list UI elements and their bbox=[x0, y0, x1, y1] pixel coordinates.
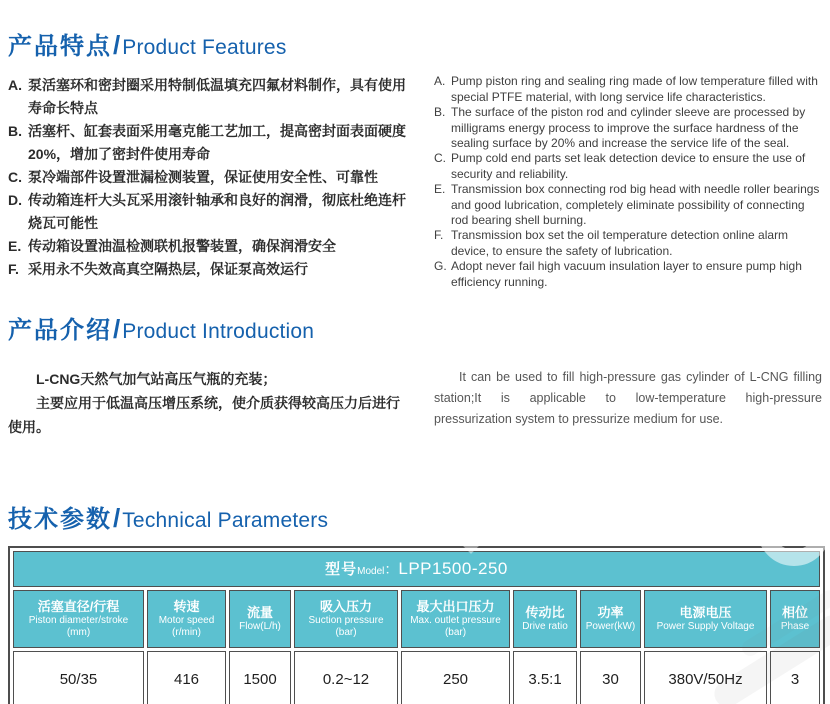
introduction-columns bbox=[8, 367, 822, 463]
col-header-en: Motor speed bbox=[158, 614, 215, 626]
feature-text: Pump cold end parts set leak detection device to ensure the use of security and reliability. bbox=[451, 151, 806, 181]
feature-label: D. bbox=[8, 192, 22, 209]
value-power-supply-voltage: 380V/50Hz bbox=[644, 651, 767, 704]
col-header-zh: 转速 bbox=[173, 598, 200, 614]
model-label-en: Model bbox=[357, 566, 385, 578]
col-header-en: Phase bbox=[780, 620, 810, 632]
feature-item-zh-e bbox=[8, 235, 412, 258]
col-header-en: Power(kW) bbox=[585, 620, 636, 632]
col-header-drive-ratio bbox=[513, 590, 577, 648]
features-list-chinese bbox=[8, 74, 412, 290]
features-title-zh: 产品特点 bbox=[8, 33, 112, 60]
feature-item-zh-d bbox=[8, 189, 412, 235]
feature-item-zh-f bbox=[8, 258, 412, 281]
introduction-text-chinese bbox=[8, 367, 412, 463]
feature-label: C. bbox=[434, 151, 446, 166]
table-header-row bbox=[13, 590, 820, 648]
col-header-zh: 电源电压 bbox=[679, 604, 732, 620]
col-header-motor-speed bbox=[147, 590, 226, 648]
value-piston-diameter: 50/35 bbox=[13, 651, 144, 704]
feature-label: F. bbox=[434, 228, 444, 243]
title-slash: / bbox=[113, 503, 121, 534]
col-header-suction-pressure bbox=[294, 590, 398, 648]
value-drive-ratio: 3.5:1 bbox=[513, 651, 577, 704]
introduction-section-title bbox=[8, 315, 822, 344]
col-header-phase bbox=[770, 590, 820, 648]
col-header-piston-diameter bbox=[13, 590, 144, 648]
introduction-title-zh: 产品介绍 bbox=[8, 317, 112, 345]
feature-label: A. bbox=[434, 74, 446, 89]
col-header-zh: 最大出口压力 bbox=[416, 598, 495, 614]
parameters-title-zh: 技术参数 bbox=[8, 506, 112, 534]
feature-item-en-g bbox=[434, 259, 822, 290]
feature-text: 泵活塞环和密封圈采用特制低温填充四氟材料制作，具有使用寿命长特点 bbox=[28, 77, 406, 117]
col-header-max-outlet-pressure bbox=[401, 590, 510, 648]
parameters-table bbox=[8, 546, 825, 704]
feature-text: Transmission box set the oil temperature detection online alarm device, to ensure the safety of lubrication. bbox=[451, 228, 789, 258]
col-header-zh: 流量 bbox=[246, 604, 273, 620]
col-header-en: Suction pressure bbox=[308, 614, 384, 626]
col-header-zh: 吸入压力 bbox=[319, 598, 372, 614]
col-header-en: Drive ratio bbox=[522, 620, 568, 632]
intro-en-paragraph: It can be used to fill high-pressure gas cylinder of L-CNG filling station;It is applicable to low-temperature high-pressure pressurization system to pressurize medium for use. bbox=[434, 370, 822, 427]
model-value: LPP1500-250 bbox=[398, 559, 508, 579]
introduction-text-english bbox=[434, 367, 822, 463]
introduction-title-en: Product Introduction bbox=[122, 320, 315, 344]
col-header-en: Max. outlet pressure bbox=[410, 614, 501, 626]
feature-text: Pump piston ring and sealing ring made of low temperature filled with special PTFE material, with long service life characteristics. bbox=[451, 74, 818, 104]
feature-item-en-c bbox=[434, 151, 822, 182]
feature-label: F. bbox=[8, 261, 19, 278]
col-header-zh: 功率 bbox=[597, 604, 624, 620]
feature-text: 传动箱连杆大头瓦采用滚针轴承和良好的润滑，彻底杜绝连杆烧瓦可能性 bbox=[28, 192, 406, 232]
table-data-row bbox=[13, 651, 820, 704]
value-flow: 1500 bbox=[229, 651, 291, 704]
intro-zh-line-2: 主要应用于低温高压增压系统，使介质获得较高压力后进行使用。 bbox=[8, 395, 400, 436]
parameters-title-en: Technical Parameters bbox=[122, 509, 329, 533]
col-header-zh: 传动比 bbox=[525, 604, 565, 620]
col-header-en: Flow(L/h) bbox=[239, 620, 281, 632]
value-max-outlet-pressure: 250 bbox=[401, 651, 510, 704]
feature-text: 采用永不失效高真空隔热层，保证泵高效运行 bbox=[28, 261, 308, 278]
features-title-en: Product Features bbox=[122, 36, 287, 59]
col-header-zh: 活塞直径/行程 bbox=[37, 598, 120, 614]
feature-item-en-f bbox=[434, 228, 822, 259]
feature-text: 泵冷端部件设置泄漏检测装置，保证使用安全性、可靠性 bbox=[28, 169, 378, 186]
col-header-unit: (bar) bbox=[335, 626, 357, 638]
features-columns bbox=[8, 74, 822, 290]
feature-label: E. bbox=[434, 182, 446, 197]
features-section-title bbox=[8, 0, 822, 60]
feature-text: Adopt never fail high vacuum insulation layer to ensure pump high efficiency running. bbox=[451, 259, 802, 289]
feature-text: 传动箱设置油温检测联机报警装置，确保润滑安全 bbox=[28, 238, 336, 255]
value-suction-pressure: 0.2~12 bbox=[294, 651, 398, 704]
feature-text: 活塞杆、缸套表面采用毫克能工艺加工，提高密封面表面硬度20%，增加了密封件使用寿命 bbox=[28, 123, 406, 163]
feature-label: E. bbox=[8, 238, 22, 255]
feature-item-en-a bbox=[434, 74, 822, 105]
feature-label: C. bbox=[8, 169, 22, 186]
intro-zh-line-1: L-CNG天然气加气站高压气瓶的充装； bbox=[36, 371, 277, 388]
col-header-en: Piston diameter/stroke bbox=[28, 614, 129, 626]
feature-item-zh-c bbox=[8, 166, 412, 189]
model-label-zh: 型号 bbox=[325, 561, 358, 579]
feature-item-zh-b bbox=[8, 120, 412, 166]
title-slash: / bbox=[113, 314, 121, 345]
feature-label: A. bbox=[8, 77, 22, 94]
model-row bbox=[13, 551, 820, 587]
feature-text: Transmission box connecting rod big head with needle roller bearings and good lubrication, completely eliminate possibility of connecting rod bearing shell burning. bbox=[451, 182, 820, 228]
col-header-en: Power Supply Voltage bbox=[656, 620, 755, 632]
col-header-power bbox=[580, 590, 641, 648]
value-power: 30 bbox=[580, 651, 641, 704]
title-slash: / bbox=[113, 30, 121, 60]
feature-label: B. bbox=[8, 123, 22, 140]
feature-item-zh-a bbox=[8, 74, 412, 120]
value-phase: 3 bbox=[770, 651, 820, 704]
feature-label: G. bbox=[434, 259, 447, 274]
model-cell bbox=[13, 551, 820, 587]
features-list-english bbox=[434, 74, 822, 290]
feature-text: The surface of the piston rod and cylinder sleeve are processed by milligrams energy process to improve the surface hardness of the sealing surface by 20% and increase the service life of the seal. bbox=[451, 105, 806, 151]
feature-item-en-e bbox=[434, 182, 822, 228]
parameters-section-title bbox=[8, 504, 822, 533]
parameters-table-wrapper bbox=[8, 546, 822, 704]
feature-item-en-b bbox=[434, 105, 822, 151]
feature-label: B. bbox=[434, 105, 446, 120]
model-separator: ： bbox=[384, 561, 399, 578]
col-header-unit: (r/min) bbox=[172, 626, 201, 638]
col-header-zh: 相位 bbox=[782, 604, 809, 620]
col-header-power-supply-voltage bbox=[644, 590, 767, 648]
value-motor-speed: 416 bbox=[147, 651, 226, 704]
col-header-unit: (mm) bbox=[66, 626, 91, 638]
col-header-unit: (bar) bbox=[444, 626, 467, 638]
col-header-flow bbox=[229, 590, 291, 648]
